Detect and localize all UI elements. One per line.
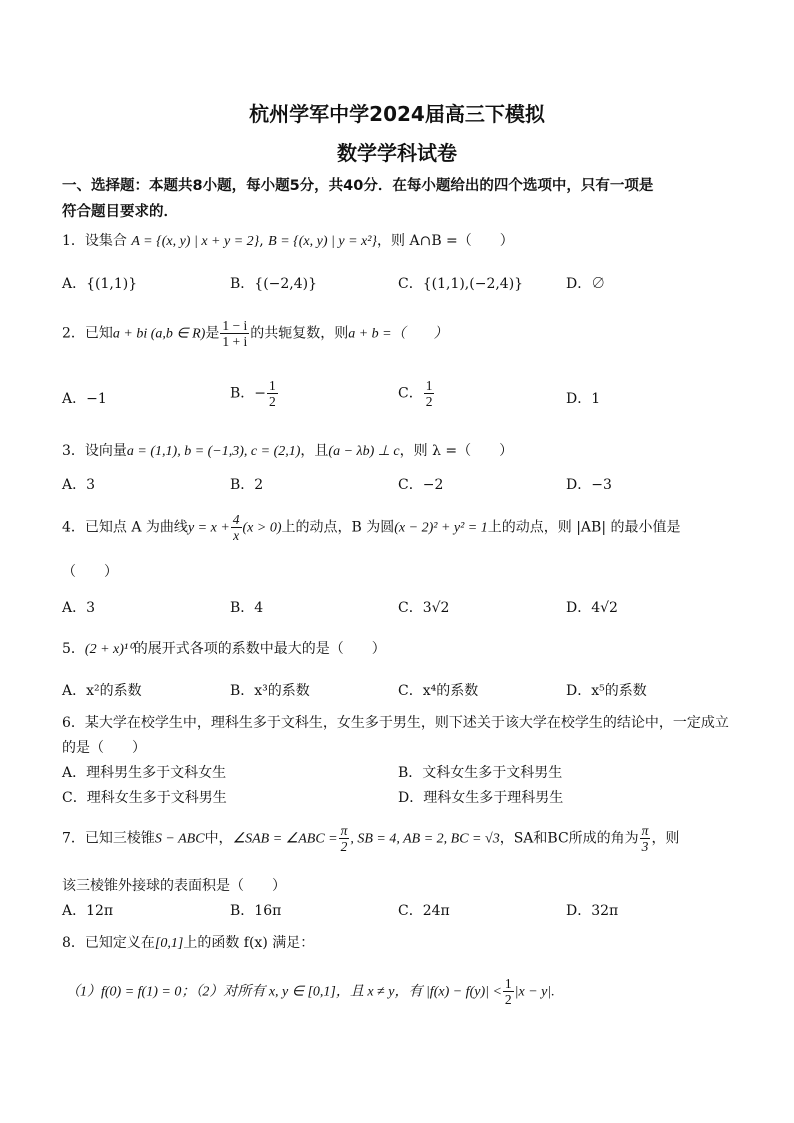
question-7-stem-cont: 该三棱锥外接球的表面积是（ ） [62, 878, 286, 894]
angle-expr: ∠SAB = ∠ABC = [232, 831, 338, 847]
question-text: 的共轭复数，则 [250, 325, 349, 342]
question-text: ，且 [300, 443, 329, 459]
condition-2-end: |x − y|. [514, 984, 555, 1000]
question-4-stem [62, 512, 681, 543]
question-text: 设向量 [84, 443, 127, 459]
question-number: 8． [62, 935, 85, 951]
option-a: A．3 [62, 600, 96, 616]
fraction [231, 512, 242, 543]
fraction-denominator: 2 [340, 839, 348, 854]
curve-domain: (x > 0) [242, 520, 282, 536]
option-c: C．理科女生多于文科男生 [62, 790, 227, 806]
option-c: C．24π [398, 903, 450, 919]
set-b: B = {(x, y) | y = x²} [268, 234, 378, 249]
option-label: C． [398, 385, 423, 402]
condition-1: （1）f(0) = f(1) = 0； [66, 984, 196, 1000]
option-a: A．x²的系数 [62, 683, 142, 699]
question-text: 中， [204, 830, 233, 847]
question-text: 已知三棱锥 [84, 830, 155, 847]
question-number: 3． [62, 443, 85, 459]
option-c: C．3√2 [398, 600, 450, 616]
option-a: A．−1 [62, 391, 107, 407]
option-b: B．4 [230, 600, 264, 616]
question-text: 已知点 A 为曲线 [84, 519, 188, 536]
fraction-denominator: x [233, 528, 240, 543]
fraction [640, 823, 651, 854]
perpendicular-condition: (a − λb) ⊥ c [328, 444, 400, 459]
complex-expr: a + bi (a,b ∈ R) [112, 326, 206, 342]
option-a: A．理科男生多于文科女生 [62, 765, 227, 781]
option-d: D．32π [566, 903, 619, 919]
fraction-denominator: 1 + i [222, 334, 248, 349]
fraction-numerator: 1 − i [222, 318, 248, 333]
set-a: A = {(x, y) | x + y = 2} [131, 234, 260, 249]
question-number: 2． [62, 325, 85, 342]
question-text: 某大学在校学生中，理科生多于文科生，女生多于男生，则下述关于该大学在校学生的结论中，一定成立 [84, 715, 729, 731]
length-expr: , SB = 4, AB = 2, BC = √3 [350, 831, 500, 847]
question-6-stem-cont: 的是（ ） [62, 740, 146, 756]
question-3-stem [62, 440, 513, 460]
question-6-stem [62, 712, 729, 732]
curve-lhs: y = x + [187, 520, 230, 536]
option-d: D．−3 [566, 477, 612, 493]
fraction-numerator: π [340, 823, 348, 838]
fraction-numerator: π [641, 823, 649, 838]
question-text: ，则 [651, 830, 680, 847]
option-d: D．1 [566, 391, 601, 407]
section-heading-cont: 符合题目要求的． [62, 204, 178, 220]
fraction-denominator: 2 [269, 394, 276, 409]
fraction-denominator: 2 [425, 394, 433, 409]
option-d: D．4√2 [566, 600, 618, 616]
option-d: D．理科女生多于理科男生 [398, 790, 564, 806]
option-b: B．16π [230, 903, 282, 919]
fraction [424, 378, 435, 409]
option-a: A．{(1,1)} [62, 276, 138, 292]
option-c: C．{(1,1),(−2,4)} [398, 276, 524, 292]
fraction [503, 976, 514, 1007]
interval: [0,1] [154, 936, 184, 951]
minus-sign: − [254, 385, 267, 402]
question-text: 上的动点，B 为圆 [281, 519, 395, 536]
fraction [220, 318, 249, 349]
question-text: 设集合 [84, 233, 127, 249]
fraction [339, 823, 350, 854]
option-b: B．{(−2,4)} [230, 276, 318, 292]
question-number: 1． [62, 233, 85, 249]
circle-equation: (x − 2)² + y² = 1 [394, 520, 488, 536]
option-d: D．∅ [566, 276, 606, 292]
option-b: B．2 [230, 477, 264, 493]
vectors: a = (1,1), b = (−1,3), c = (2,1) [126, 444, 301, 459]
question-text: 已知定义在 [84, 935, 155, 951]
question-1-stem: 1．设集合 A = {(x, y) | x + y = 2}, B = {(x, y) | y = x²}，则 A∩B =（ ） [62, 233, 514, 249]
option-c [398, 378, 435, 409]
option-b: B．x³的系数 [230, 683, 310, 699]
fraction-numerator: 1 [504, 976, 512, 991]
fraction-numerator: 1 [425, 378, 433, 393]
option-b [230, 378, 279, 409]
question-5-stem [62, 638, 386, 658]
fraction-numerator: 1 [269, 378, 276, 393]
question-8-conditions [66, 976, 555, 1007]
fraction-denominator: 2 [504, 992, 512, 1007]
question-text: 上的函数 f(x) 满足： [183, 935, 315, 951]
question-text: ，则 λ =（ ） [399, 443, 514, 459]
exam-title: 杭州学军中学2024届高三下模拟 [249, 102, 545, 126]
question-4-blank: （ ） [62, 564, 118, 580]
binomial-expr: (2 + x)¹⁰ [84, 642, 134, 657]
option-c: C．−2 [398, 477, 444, 493]
fraction-denominator: 3 [641, 839, 649, 854]
question-number: 6． [62, 715, 85, 731]
condition-2: （2）对所有 x, y ∈ [0,1]，且 x ≠ y，有 |f(x) − f(y)| < [195, 984, 502, 1000]
question-8-stem [62, 932, 314, 952]
option-a: A．3 [62, 477, 96, 493]
option-c: C．x⁴的系数 [398, 683, 479, 699]
option-a: A．12π [62, 903, 114, 919]
question-number: 7． [62, 830, 85, 847]
question-text: 是 [205, 325, 220, 342]
exam-subtitle: 数学学科试卷 [337, 141, 457, 165]
question-number: 5． [62, 641, 85, 657]
section-heading: 一、选择题：本题共8小题，每小题5分，共40分．在每小题给出的四个选项中，只有一项是 [62, 178, 654, 194]
option-d: D．x⁵的系数 [566, 683, 647, 699]
question-text: ，SA和BC所成的角为 [499, 830, 639, 847]
question-text: 已知 [84, 325, 113, 342]
fraction [267, 378, 278, 409]
question-number: 4． [62, 519, 85, 536]
question-text: ，则 A∩B =（ ） [377, 233, 514, 249]
question-7-stem [62, 823, 679, 854]
question-text: 的展开式各项的系数中最大的是（ ） [133, 641, 386, 657]
option-b: B．文科女生多于文科男生 [398, 765, 563, 781]
question-text: 上的动点，则 |AB| 的最小值是 [487, 519, 681, 536]
question-2-stem [62, 318, 448, 349]
option-label: B． [230, 385, 255, 402]
question-ask: a + b =（ ） [348, 326, 448, 342]
pyramid-name: S − ABC [154, 831, 205, 847]
fraction-numerator: 4 [232, 512, 240, 527]
